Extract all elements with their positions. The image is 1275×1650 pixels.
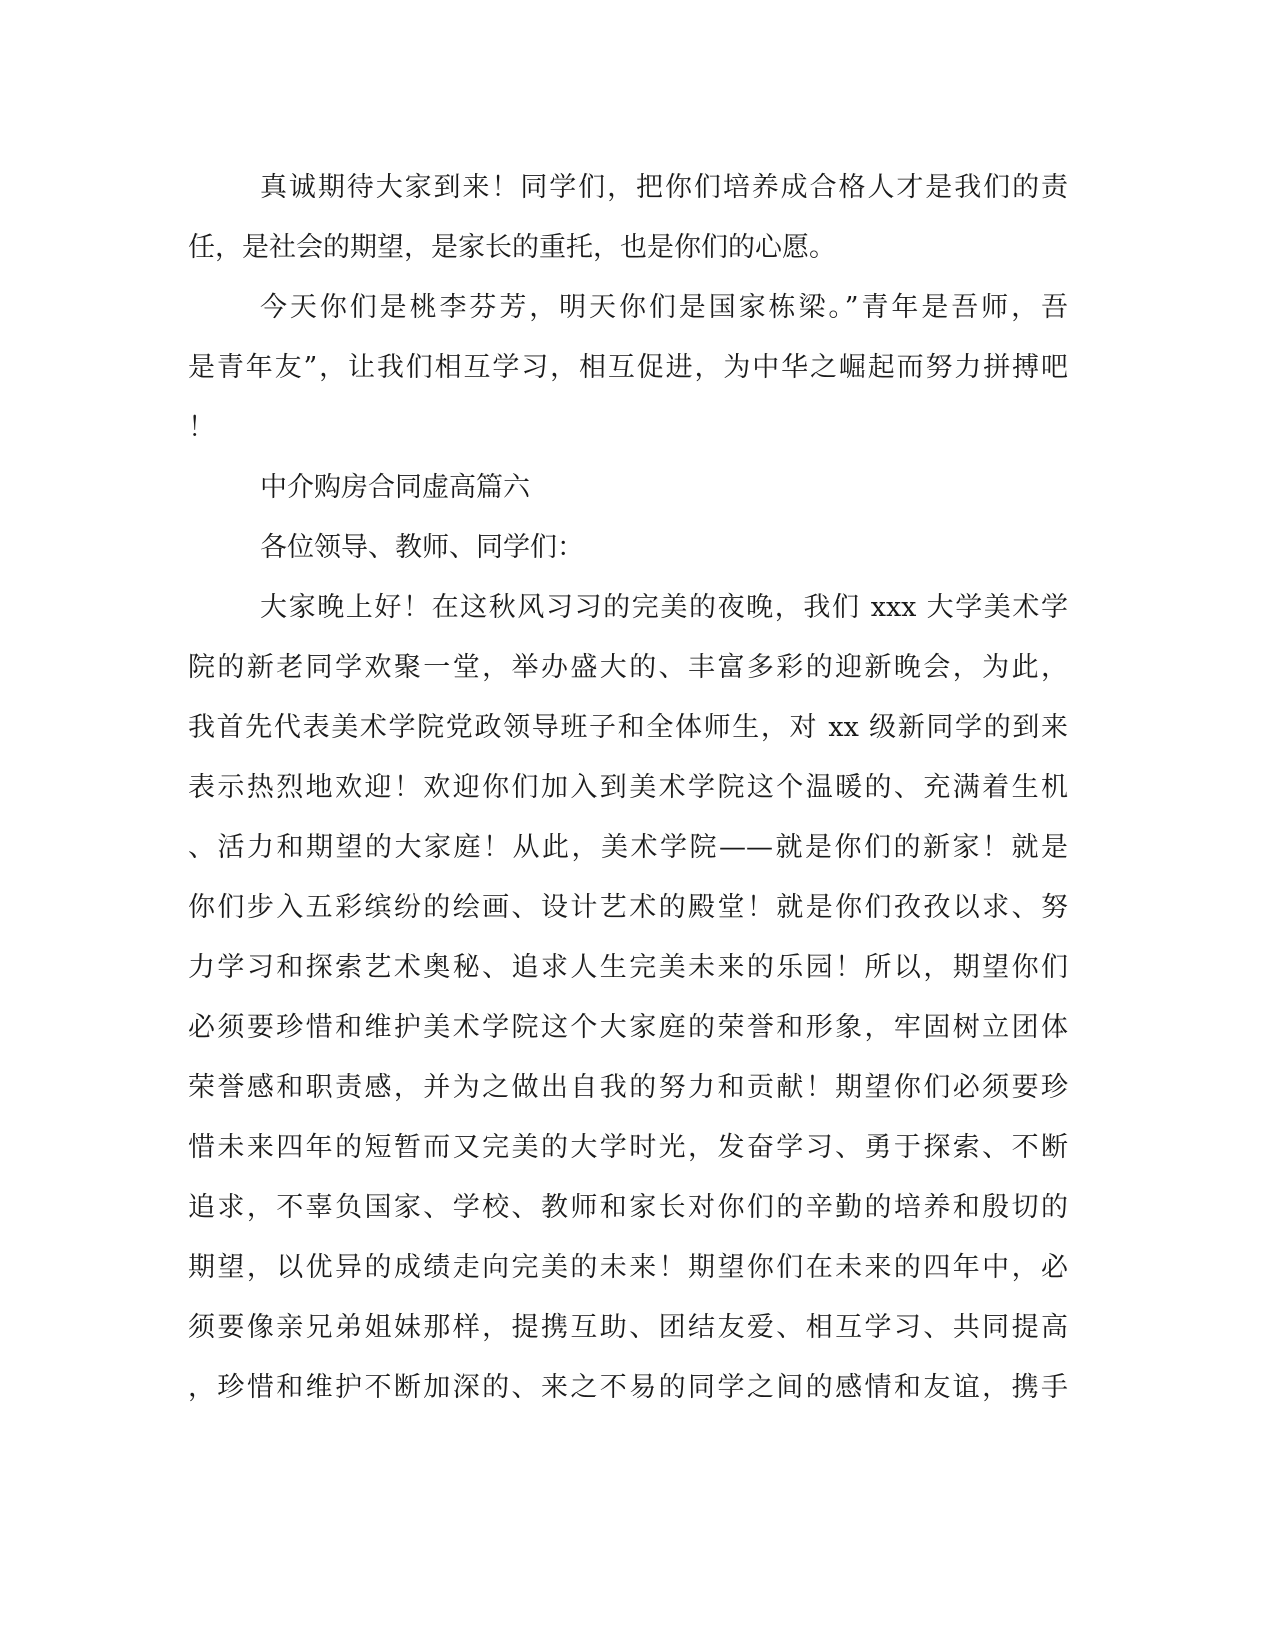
- text-line: 你们步入五彩缤纷的绘画、设计艺术的殿堂！就是你们孜孜以求、努: [188, 892, 1068, 923]
- salutation: 各位领导、教师、同学们：: [260, 532, 584, 563]
- text-line: 今天你们是桃李芬芳，明天你们是国家栋梁。”青年是吾师，吾: [260, 292, 1068, 323]
- text-line: ，珍惜和维护不断加深的、来之不易的同学之间的感情和友谊，携手: [188, 1372, 1068, 1403]
- text-line: 院的新老同学欢聚一堂，举办盛大的、丰富多彩的迎新晚会，为此，: [188, 652, 1068, 683]
- text-line: 大家晚上好！在这秋风习习的完美的夜晚，我们 xxx 大学美术学: [260, 592, 1068, 623]
- text-line: 是青年友”，让我们相互学习，相互促进，为中华之崛起而努力拼搏吧: [188, 352, 1068, 383]
- text-line: ！: [188, 412, 215, 443]
- text-line: 期望，以优异的成绩走向完美的未来！期望你们在未来的四年中，必: [188, 1252, 1068, 1283]
- text-line: 、活力和期望的大家庭！从此，美术学院——就是你们的新家！就是: [188, 832, 1068, 863]
- text-line: 须要像亲兄弟姐妹那样，提携互助、团结友爱、相互学习、共同提高: [188, 1312, 1068, 1343]
- document-body: [188, 158, 1068, 1418]
- text-line: 必须要珍惜和维护美术学院这个大家庭的荣誉和形象，牢固树立团体: [188, 1012, 1068, 1043]
- text-line: 任，是社会的期望，是家长的重托，也是你们的心愿。: [188, 232, 836, 263]
- section-heading: 中介购房合同虚高篇六: [260, 472, 530, 503]
- text-line: 惜未来四年的短暂而又完美的大学时光，发奋学习、勇于探索、不断: [188, 1132, 1068, 1163]
- text-line: 追求，不辜负国家、学校、教师和家长对你们的辛勤的培养和殷切的: [188, 1192, 1068, 1223]
- text-line: 表示热烈地欢迎！欢迎你们加入到美术学院这个温暖的、充满着生机: [188, 772, 1068, 803]
- text-line: 力学习和探索艺术奥秘、追求人生完美未来的乐园！所以，期望你们: [188, 952, 1068, 983]
- text-line: 我首先代表美术学院党政领导班子和全体师生，对 xx 级新同学的到来: [188, 712, 1068, 743]
- text-line: 真诚期待大家到来！同学们，把你们培养成合格人才是我们的责: [260, 172, 1068, 203]
- text-line: 荣誉感和职责感，并为之做出自我的努力和贡献！期望你们必须要珍: [188, 1072, 1068, 1103]
